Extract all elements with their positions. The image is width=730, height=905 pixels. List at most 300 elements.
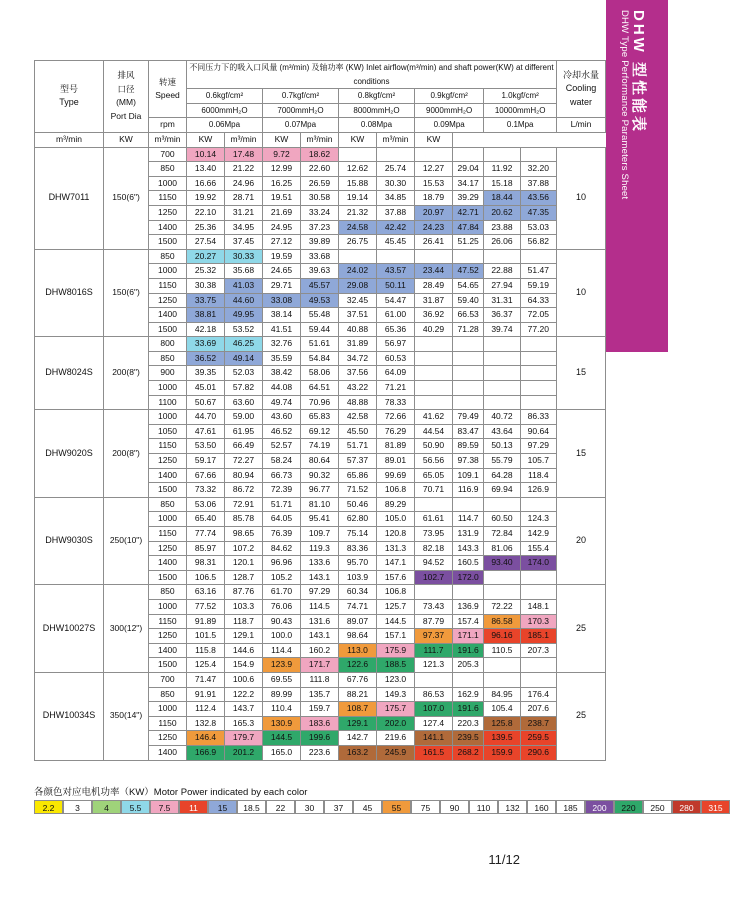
data-cell: 171.1: [453, 629, 484, 644]
data-cell: 36.37: [484, 308, 520, 323]
rpm-value: 1500: [149, 322, 187, 337]
data-cell: 51.47: [520, 264, 556, 279]
model-port-5: 300(12"): [104, 585, 149, 673]
data-cell: 15.88: [339, 176, 377, 191]
data-cell: 15.53: [415, 176, 453, 191]
legend-swatch: 45: [353, 800, 382, 814]
data-cell: 72.91: [225, 497, 263, 512]
header-group-mmh2o-3: 9000mmH₂O: [415, 103, 484, 118]
legend-swatch: 315: [701, 800, 730, 814]
data-cell: 96.77: [301, 483, 339, 498]
data-cell: 74.71: [339, 599, 377, 614]
data-cell: 25.32: [187, 264, 225, 279]
data-cell: 176.4: [520, 687, 556, 702]
rpm-value: 1150: [149, 527, 187, 542]
data-cell: 163.2: [339, 745, 377, 760]
data-cell: 118.4: [520, 468, 556, 483]
data-cell: [453, 337, 484, 352]
data-cell: 36.52: [187, 351, 225, 366]
header-conditions: 不同压力下的吸入口风量 (m³/min) 及轴功率 (KW) Inlet airflow(m³/min) and shaft power(KW) at different conditions: [187, 61, 557, 89]
data-cell: 11.92: [484, 162, 520, 177]
side-tab-subtitle: DHW Type Performance Parameters Sheet: [619, 10, 630, 200]
data-cell: 77.52: [187, 599, 225, 614]
data-cell: 76.06: [263, 599, 301, 614]
data-cell: 143.1: [301, 629, 339, 644]
data-cell: 52.57: [263, 439, 301, 454]
data-cell: 46.52: [263, 424, 301, 439]
cooling-value-1: 10: [557, 249, 606, 337]
data-cell: [520, 395, 556, 410]
data-cell: 239.5: [453, 731, 484, 746]
cooling-value-2: 15: [557, 337, 606, 410]
data-cell: 144.6: [225, 643, 263, 658]
data-cell: 72.27: [225, 454, 263, 469]
data-cell: 49.95: [225, 308, 263, 323]
data-cell: 174.0: [520, 556, 556, 571]
data-cell: 23.44: [415, 264, 453, 279]
data-cell: 125.4: [187, 658, 225, 673]
data-cell: 36.92: [415, 308, 453, 323]
data-cell: 87.76: [225, 585, 263, 600]
data-cell: 44.70: [187, 410, 225, 425]
model-port-0: 150(6"): [104, 147, 149, 249]
data-cell: 12.27: [415, 162, 453, 177]
data-cell: 88.21: [339, 687, 377, 702]
page-number: 11/12: [488, 852, 520, 867]
rpm-value: 1000: [149, 410, 187, 425]
data-cell: 161.5: [415, 745, 453, 760]
data-cell: 63.16: [187, 585, 225, 600]
data-cell: 30.30: [377, 176, 415, 191]
data-cell: 24.96: [225, 176, 263, 191]
data-cell: [453, 147, 484, 162]
data-cell: 101.5: [187, 629, 225, 644]
data-cell: 50.90: [415, 439, 453, 454]
data-cell: 159.9: [484, 745, 520, 760]
data-cell: 95.41: [301, 512, 339, 527]
data-cell: 98.65: [225, 527, 263, 542]
data-cell: 55.48: [301, 308, 339, 323]
data-cell: 24.58: [339, 220, 377, 235]
data-cell: 123.9: [263, 658, 301, 673]
data-cell: 37.56: [339, 366, 377, 381]
data-cell: 47.61: [187, 424, 225, 439]
data-cell: 20.27: [187, 249, 225, 264]
data-cell: 85.78: [225, 512, 263, 527]
data-cell: 148.1: [520, 599, 556, 614]
data-cell: 32.76: [263, 337, 301, 352]
data-cell: [484, 351, 520, 366]
data-cell: 77.74: [187, 527, 225, 542]
rpm-value: 700: [149, 147, 187, 162]
rpm-value: 1000: [149, 702, 187, 717]
data-cell: 51.71: [263, 497, 301, 512]
legend-swatch: 5.5: [121, 800, 150, 814]
data-cell: 34.72: [339, 351, 377, 366]
data-cell: 60.53: [377, 351, 415, 366]
data-cell: 21.69: [263, 205, 301, 220]
unit-kw-4: KW: [415, 132, 453, 147]
data-cell: 19.14: [339, 191, 377, 206]
model-port-2: 200(8"): [104, 337, 149, 410]
data-cell: 105.2: [263, 570, 301, 585]
data-cell: 42.42: [377, 220, 415, 235]
legend-swatch: 185: [556, 800, 585, 814]
rpm-value: 850: [149, 162, 187, 177]
legend-swatch: 4: [92, 800, 121, 814]
data-cell: 41.51: [263, 322, 301, 337]
data-cell: 147.1: [377, 556, 415, 571]
legend-swatch: 22: [266, 800, 295, 814]
data-cell: 165.0: [263, 745, 301, 760]
data-cell: 93.40: [484, 556, 520, 571]
cooling-value-4: 20: [557, 497, 606, 585]
data-cell: 111.7: [415, 643, 453, 658]
table-row: [35, 672, 606, 687]
data-cell: 125.8: [484, 716, 520, 731]
data-cell: 118.7: [225, 614, 263, 629]
data-cell: 55.79: [484, 454, 520, 469]
header-group-kgf-0: 0.6kgf/cm²: [187, 89, 263, 104]
data-cell: 48.88: [339, 395, 377, 410]
data-cell: 65.36: [377, 322, 415, 337]
data-cell: 54.47: [377, 293, 415, 308]
data-cell: 33.68: [301, 249, 339, 264]
performance-table: [34, 60, 606, 761]
data-cell: 30.38: [187, 278, 225, 293]
data-cell: 59.40: [453, 293, 484, 308]
rpm-value: 850: [149, 585, 187, 600]
rpm-value: 1250: [149, 629, 187, 644]
data-cell: [520, 366, 556, 381]
data-cell: 32.45: [339, 293, 377, 308]
table-units-row: [35, 132, 606, 147]
data-cell: 29.08: [339, 278, 377, 293]
data-cell: 185.1: [520, 629, 556, 644]
data-cell: 84.62: [263, 541, 301, 556]
data-cell: 64.28: [484, 468, 520, 483]
data-cell: [484, 337, 520, 352]
data-cell: 188.5: [377, 658, 415, 673]
data-cell: 70.71: [415, 483, 453, 498]
model-name-1: DHW8016S: [35, 249, 104, 337]
data-cell: 53.50: [187, 439, 225, 454]
data-cell: 89.59: [453, 439, 484, 454]
model-name-3: DHW9020S: [35, 410, 104, 498]
data-cell: 166.9: [187, 745, 225, 760]
data-cell: 44.60: [225, 293, 263, 308]
data-cell: 199.6: [301, 731, 339, 746]
data-cell: [484, 147, 520, 162]
data-cell: 141.1: [415, 731, 453, 746]
rpm-value: 1250: [149, 205, 187, 220]
data-cell: [520, 497, 556, 512]
header-rpm: rpm: [149, 118, 187, 133]
data-cell: 37.23: [301, 220, 339, 235]
table-row: [35, 337, 606, 352]
model-port-3: 200(8"): [104, 410, 149, 498]
data-cell: 71.47: [187, 672, 225, 687]
data-cell: 146.4: [187, 731, 225, 746]
data-cell: 54.84: [301, 351, 339, 366]
data-cell: 10.14: [187, 147, 225, 162]
data-cell: 85.97: [187, 541, 225, 556]
data-cell: [377, 249, 415, 264]
data-cell: 129.1: [225, 629, 263, 644]
rpm-value: 1100: [149, 395, 187, 410]
data-cell: 31.87: [415, 293, 453, 308]
model-port-1: 150(6"): [104, 249, 149, 337]
data-cell: 268.2: [453, 745, 484, 760]
data-cell: 19.92: [187, 191, 225, 206]
data-cell: 160.2: [301, 643, 339, 658]
data-cell: 29.71: [263, 278, 301, 293]
data-cell: 98.64: [339, 629, 377, 644]
cooling-value-5: 25: [557, 585, 606, 673]
data-cell: 37.45: [225, 235, 263, 250]
data-cell: 81.10: [301, 497, 339, 512]
unit-flow-3: m³/min: [301, 132, 339, 147]
data-cell: 131.9: [453, 527, 484, 542]
rpm-value: 800: [149, 337, 187, 352]
data-cell: 78.33: [377, 395, 415, 410]
rpm-value: 850: [149, 497, 187, 512]
data-cell: 70.96: [301, 395, 339, 410]
data-cell: 66.49: [225, 439, 263, 454]
data-cell: [484, 395, 520, 410]
data-cell: 83.36: [339, 541, 377, 556]
data-cell: [415, 249, 453, 264]
data-cell: 17.48: [225, 147, 263, 162]
rpm-value: 1400: [149, 220, 187, 235]
data-cell: 51.25: [453, 235, 484, 250]
data-cell: 109.7: [301, 527, 339, 542]
data-cell: 71.21: [377, 381, 415, 396]
model-name-6: DHW10034S: [35, 672, 104, 760]
data-cell: 18.44: [484, 191, 520, 206]
data-cell: 61.00: [377, 308, 415, 323]
data-cell: [377, 147, 415, 162]
data-cell: 61.61: [415, 512, 453, 527]
data-cell: [339, 147, 377, 162]
data-cell: 131.6: [301, 614, 339, 629]
data-cell: 67.66: [187, 468, 225, 483]
data-cell: 40.72: [484, 410, 520, 425]
data-cell: 50.67: [187, 395, 225, 410]
data-cell: 43.60: [263, 410, 301, 425]
data-cell: 109.1: [453, 468, 484, 483]
data-cell: 128.7: [225, 570, 263, 585]
data-cell: 165.3: [225, 716, 263, 731]
data-cell: [415, 672, 453, 687]
legend-swatch: 15: [208, 800, 237, 814]
header-group-mpa-3: 0.09Mpa: [415, 118, 484, 133]
legend-swatch: 280: [672, 800, 701, 814]
data-cell: 116.9: [453, 483, 484, 498]
data-cell: 20.97: [415, 205, 453, 220]
data-cell: 125.7: [377, 599, 415, 614]
rpm-value: 850: [149, 687, 187, 702]
data-cell: 130.9: [263, 716, 301, 731]
data-cell: 57.82: [225, 381, 263, 396]
header-group-mmh2o-4: 10000mmH₂O: [484, 103, 557, 118]
data-cell: 45.57: [301, 278, 339, 293]
data-cell: 33.69: [187, 337, 225, 352]
data-cell: 83.47: [453, 424, 484, 439]
data-cell: 27.54: [187, 235, 225, 250]
data-cell: 59.17: [187, 454, 225, 469]
data-cell: 90.64: [520, 424, 556, 439]
data-cell: [339, 249, 377, 264]
data-cell: 47.35: [520, 205, 556, 220]
cooling-value-0: 10: [557, 147, 606, 249]
data-cell: 99.69: [377, 468, 415, 483]
data-cell: 223.6: [301, 745, 339, 760]
data-cell: 41.03: [225, 278, 263, 293]
data-cell: 35.68: [225, 264, 263, 279]
data-cell: 57.37: [339, 454, 377, 469]
data-cell: [484, 658, 520, 673]
header-speed: 转速 Speed: [149, 61, 187, 118]
data-cell: 105.4: [484, 702, 520, 717]
data-cell: 139.5: [484, 731, 520, 746]
legend-note: 各颜色对应电机功率（KW）Motor Power indicated by each color: [34, 787, 308, 798]
data-cell: 143.3: [453, 541, 484, 556]
data-cell: [415, 585, 453, 600]
data-cell: 72.22: [484, 599, 520, 614]
data-cell: 13.40: [187, 162, 225, 177]
model-name-5: DHW10027S: [35, 585, 104, 673]
table-row: [35, 410, 606, 425]
rpm-value: 1000: [149, 512, 187, 527]
data-cell: 132.8: [187, 716, 225, 731]
data-cell: 69.55: [263, 672, 301, 687]
data-cell: 220.3: [453, 716, 484, 731]
legend-swatch: 220: [614, 800, 643, 814]
header-group-mpa-4: 0.1Mpa: [484, 118, 557, 133]
data-cell: 22.60: [301, 162, 339, 177]
data-cell: 122.6: [339, 658, 377, 673]
data-cell: 123.0: [377, 672, 415, 687]
rpm-value: 1150: [149, 614, 187, 629]
header-cooling: 冷却水量 Cooling water: [557, 61, 606, 118]
data-cell: 91.91: [187, 687, 225, 702]
cooling-value-3: 15: [557, 410, 606, 498]
data-cell: [415, 381, 453, 396]
data-cell: 45.01: [187, 381, 225, 396]
data-cell: 72.66: [377, 410, 415, 425]
data-cell: [520, 570, 556, 585]
data-cell: 89.01: [377, 454, 415, 469]
data-cell: 133.6: [301, 556, 339, 571]
model-port-6: 350(14"): [104, 672, 149, 760]
data-cell: 26.41: [415, 235, 453, 250]
data-cell: 97.38: [453, 454, 484, 469]
data-cell: 50.13: [484, 439, 520, 454]
header-model: 型号 Type: [35, 61, 104, 133]
data-cell: 94.52: [415, 556, 453, 571]
unit-kw-3: KW: [339, 132, 377, 147]
data-cell: [453, 585, 484, 600]
header-cooling-unit: L/min: [557, 118, 606, 133]
data-cell: 129.1: [339, 716, 377, 731]
unit-flow-0: m³/min: [35, 132, 104, 147]
data-cell: 47.84: [453, 220, 484, 235]
data-cell: 96.96: [263, 556, 301, 571]
table-row: [35, 585, 606, 600]
header-group-kgf-4: 1.0kgf/cm²: [484, 89, 557, 104]
data-cell: 39.89: [301, 235, 339, 250]
data-cell: 49.14: [225, 351, 263, 366]
data-cell: 49.74: [263, 395, 301, 410]
header-group-mmh2o-2: 8000mmH₂O: [339, 103, 415, 118]
data-cell: 21.32: [339, 205, 377, 220]
data-cell: 24.02: [339, 264, 377, 279]
data-cell: 157.4: [453, 614, 484, 629]
data-cell: 33.08: [263, 293, 301, 308]
data-cell: [520, 672, 556, 687]
data-cell: 157.6: [377, 570, 415, 585]
data-cell: 171.7: [301, 658, 339, 673]
data-cell: [484, 570, 520, 585]
data-cell: 45.45: [377, 235, 415, 250]
side-tab: [606, 0, 668, 352]
data-cell: 103.9: [339, 570, 377, 585]
rpm-value: 1150: [149, 716, 187, 731]
data-cell: 65.83: [301, 410, 339, 425]
data-cell: 19.59: [263, 249, 301, 264]
data-cell: 100.0: [263, 629, 301, 644]
data-cell: 39.29: [453, 191, 484, 206]
table-row: [35, 497, 606, 512]
data-cell: 142.7: [339, 731, 377, 746]
data-cell: [453, 249, 484, 264]
rpm-value: 700: [149, 672, 187, 687]
data-cell: 90.32: [301, 468, 339, 483]
data-cell: 73.32: [187, 483, 225, 498]
data-cell: 35.59: [263, 351, 301, 366]
data-cell: 154.9: [225, 658, 263, 673]
data-cell: 63.60: [225, 395, 263, 410]
data-cell: 86.58: [484, 614, 520, 629]
data-cell: 28.49: [415, 278, 453, 293]
data-cell: 25.74: [377, 162, 415, 177]
data-cell: 110.5: [484, 643, 520, 658]
rpm-value: 1250: [149, 454, 187, 469]
data-cell: 143.1: [301, 570, 339, 585]
data-cell: 131.3: [377, 541, 415, 556]
data-cell: 56.97: [377, 337, 415, 352]
data-cell: 86.33: [520, 410, 556, 425]
data-cell: 81.06: [484, 541, 520, 556]
data-cell: [415, 337, 453, 352]
data-cell: 21.22: [225, 162, 263, 177]
data-cell: 191.6: [453, 643, 484, 658]
data-cell: 43.64: [484, 424, 520, 439]
data-cell: 175.7: [377, 702, 415, 717]
data-cell: 56.56: [415, 454, 453, 469]
data-cell: 18.79: [415, 191, 453, 206]
data-cell: 162.9: [453, 687, 484, 702]
header-group-mpa-1: 0.07Mpa: [263, 118, 339, 133]
data-cell: 52.03: [225, 366, 263, 381]
model-name-4: DHW9030S: [35, 497, 104, 585]
legend-swatch: 160: [527, 800, 556, 814]
data-cell: 43.56: [520, 191, 556, 206]
data-cell: 20.62: [484, 205, 520, 220]
data-cell: 41.62: [415, 410, 453, 425]
data-cell: [520, 249, 556, 264]
